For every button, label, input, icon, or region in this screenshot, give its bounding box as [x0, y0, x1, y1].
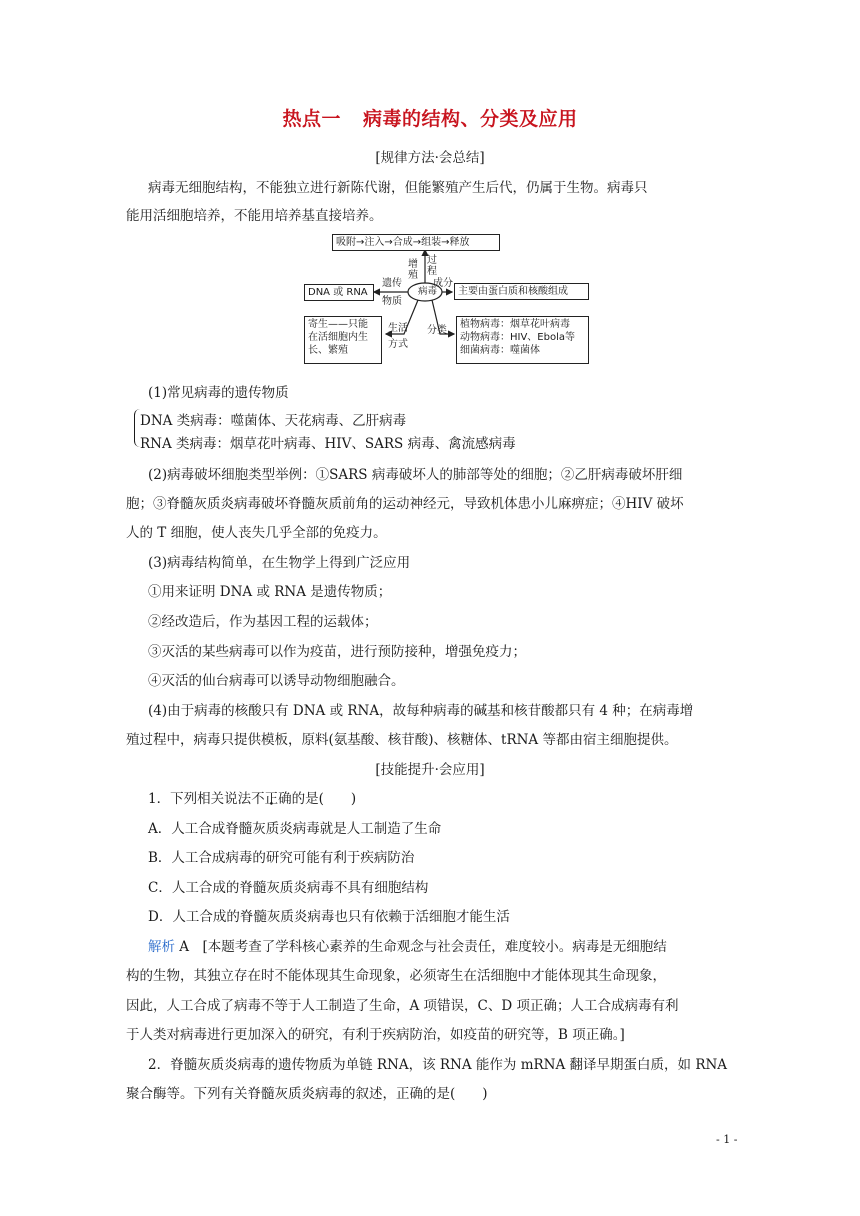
process-box: 吸附→注入→合成→组装→释放 [332, 234, 500, 251]
analysis-line-4: 于人类对病毒进行更加深入的研究，有利于疾病防治，如疫苗的研究等，B 项正确。] [126, 1027, 625, 1043]
classification-label: 分类 [427, 325, 447, 336]
q1-emphasis: 不正确 [251, 791, 292, 807]
p1-dna-line: DNA 类病毒：噬菌体、天花病毒、乙肝病毒 [140, 413, 407, 429]
analysis-label: 解析 [148, 939, 175, 955]
p3-title: (3)病毒结构简单，在生物学上得到广泛应用 [148, 555, 411, 571]
classification-box [456, 316, 589, 364]
analysis-line-1 [148, 935, 768, 955]
q1-option-d: D．人工合成的脊髓灰质炎病毒也只有依赖于活细胞才能生活 [148, 909, 510, 925]
life-box-line-2: 在活细胞内生 [308, 332, 368, 343]
p3-item-4: ④灭活的仙台病毒可以诱导动物细胞融合。 [148, 673, 405, 689]
title-part2: 病毒的结构、分类及应用 [363, 108, 578, 130]
component-box: 主要由蛋白质和核酸组成 [454, 283, 589, 300]
p2-line-2: 胞；③脊髓灰质炎病毒破坏脊髓灰质前角的运动神经元，导致机体患小儿麻痹症；④HIV 破坏 [126, 496, 684, 512]
class-box-line-3: 细菌病毒：噬菌体 [460, 345, 540, 356]
title-part1: 热点一 [282, 108, 341, 130]
p1-title: (1)常见病毒的遗传物质 [148, 385, 289, 401]
analysis-text-1: A [本题考查了学科核心素养的生命观念与社会责任，难度较小。病毒是无细胞结 [175, 939, 667, 955]
virus-concept-diagram [300, 232, 592, 368]
life-label-1: 生活 [388, 323, 408, 334]
section-header-skill: [技能提升·会应用] [375, 762, 485, 778]
p4-line-2: 殖过程中，病毒只提供模板，原料(氨基酸、核苷酸)、核糖体、tRNA 等都由宿主细胞提供。 [126, 732, 678, 748]
life-label-2: 方式 [388, 339, 408, 350]
analysis-line-2: 构的生物，其独立存在时不能体现其生命现象，必须寄生在活细胞中才能体现其生命现象， [126, 968, 666, 984]
reproduce-label-2: 过程 [427, 255, 437, 277]
p3-item-2: ②经改造后，作为基因工程的运载体； [148, 614, 378, 630]
p3-item-1: ①用来证明 DNA 或 RNA 是遗传物质； [148, 584, 392, 600]
analysis-line-3: 因此，人工合成了病毒不等于人工制造了生命，A 项错误，C、D 项正确；人工合成病毒有利 [126, 998, 679, 1014]
virus-center-label: 病毒 [418, 286, 438, 297]
genetic-label-2: 物质 [382, 296, 402, 307]
reproduce-label-1: 增殖 [408, 259, 418, 281]
question-2-line-2: 聚合酶等。下列有关脊髓灰质炎病毒的叙述，正确的是( ) [126, 1086, 488, 1102]
question-2-line-1: 2．脊髓灰质炎病毒的遗传物质为单链 RNA，该 RNA 能作为 mRNA 翻译早期蛋白质，如 RNA [148, 1057, 728, 1073]
component-label: 成分 [433, 278, 453, 289]
page-number: - 1 - [716, 1133, 738, 1146]
life-box-line-3: 长、繁殖 [308, 345, 348, 356]
class-box-line-1: 植物病毒：烟草花叶病毒 [460, 319, 570, 330]
class-box-line-2: 动物病毒：HIV、Ebola等 [460, 332, 575, 343]
q1-option-c: C．人工合成的脊髓灰质炎病毒不具有细胞结构 [148, 880, 429, 896]
p2-line-3: 人的 T 细胞，使人丧失几乎全部的免疫力。 [126, 525, 387, 541]
life-box-line-1: 寄生——只能 [308, 319, 368, 330]
intro-line-1: 病毒无细胞结构，不能独立进行新陈代谢，但能繁殖产生后代，仍属于生物。病毒只 [148, 180, 648, 196]
p3-item-3: ③灭活的某些病毒可以作为疫苗，进行预防接种，增强免疫力； [148, 644, 526, 660]
p2-line-1: (2)病毒破坏细胞类型举例：①SARS 病毒破坏人的肺部等处的细胞；②乙肝病毒破坏肝细 [148, 467, 683, 483]
intro-line-2: 能用活细胞培养，不能用培养基直接培养。 [126, 208, 383, 224]
section-header-method: [规律方法·会总结] [375, 150, 485, 166]
p4-line-1: (4)由于病毒的核酸只有 DNA 或 RNA，故每种病毒的碱基和核苷酸都只有 4 种；在病毒增 [148, 703, 694, 719]
p1-rna-line: RNA 类病毒：烟草花叶病毒、HIV、SARS 病毒、禽流感病毒 [140, 436, 516, 452]
genetic-label-1: 遗传 [382, 278, 402, 289]
page-title [0, 104, 860, 131]
q1-stem-post: 的是( ) [291, 791, 357, 807]
q1-option-b: B．人工合成病毒的研究可能有利于疾病防治 [148, 850, 415, 866]
life-style-box [304, 316, 382, 364]
q1-option-a: A．人工合成脊髓灰质炎病毒就是人工制造了生命 [148, 821, 442, 837]
question-1-stem [148, 787, 768, 807]
genetic-material-box: DNA 或 RNA [304, 284, 374, 301]
q1-stem-pre: 1．下列相关说法 [148, 791, 252, 807]
